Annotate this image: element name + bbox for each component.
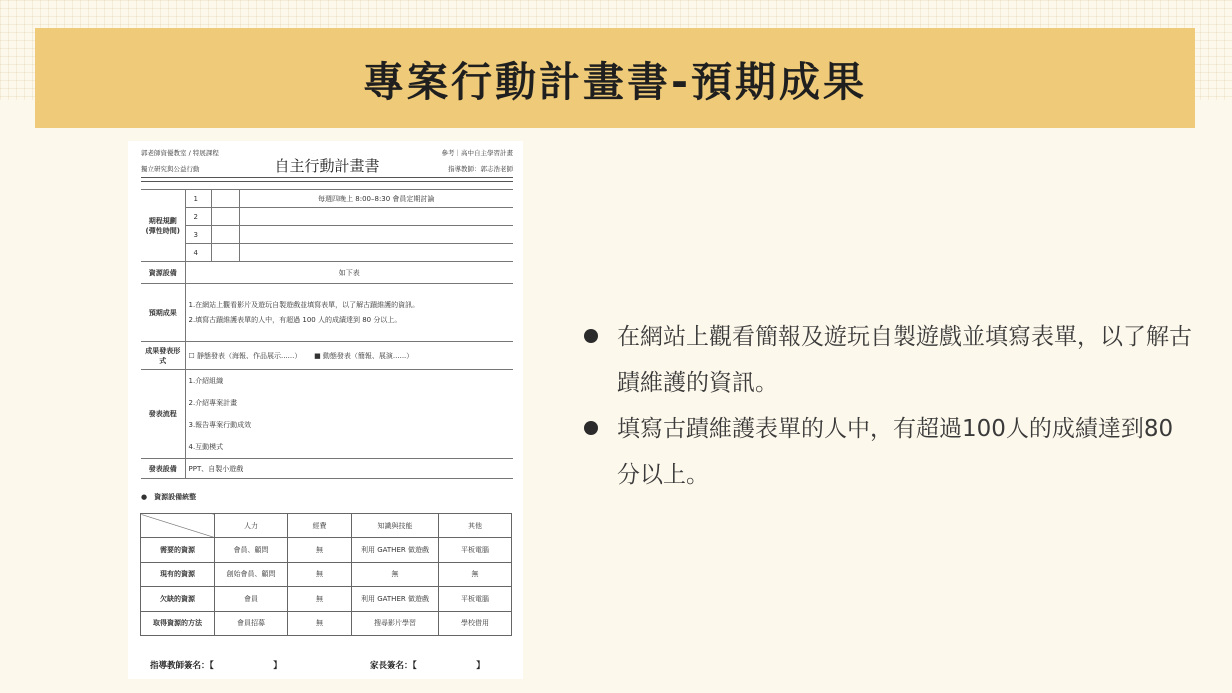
column-header: 知識與技能 (352, 514, 439, 538)
table-cell: 無 (439, 562, 512, 586)
schedule-cell (211, 190, 239, 208)
schedule-number: 3 (185, 226, 211, 244)
table-cell: 利用 GATHER 做遊戲 (352, 587, 439, 611)
format-dynamic-option: ■ 動態發表（簡報、展演......） (314, 351, 414, 360)
document-title: 自主行動計畫書 (274, 157, 380, 175)
bullet-text: 在網站上觀看簡報及遊玩自製遊戲並填寫表單，以了解古蹟維護的資訊。 (617, 324, 1192, 396)
resources-value: 如下表 (185, 262, 513, 284)
outcome-cell (185, 284, 513, 342)
schedule-number: 1 (185, 190, 211, 208)
equipment-value: PPT、自製小遊戲 (185, 459, 513, 479)
table-cell: 創始會員、顧問 (215, 562, 288, 586)
format-cell (185, 342, 513, 370)
bullet-dot-icon (584, 421, 598, 435)
table-row (141, 342, 513, 370)
document-header (141, 147, 513, 181)
bullet-text: 填寫古蹟維護表單的人中，有超過100人的成績達到80分以上。 (617, 416, 1174, 488)
header-left-line-2: 獨立研究與公益行動 (141, 165, 200, 173)
corner-cell (141, 514, 215, 538)
bullet-dot-icon (584, 329, 598, 343)
schedule-number: 4 (185, 244, 211, 262)
table-row (141, 370, 513, 459)
list-item (583, 406, 1193, 498)
title-banner (35, 28, 1195, 128)
table-row (141, 226, 513, 244)
schedule-cell (211, 244, 239, 262)
table-cell: 無 (288, 611, 352, 635)
table-row (141, 459, 513, 479)
inventory-title: ● 資源設備統整 (141, 493, 197, 501)
list-item (583, 314, 1193, 406)
table-row (141, 514, 512, 538)
header-right-line-1: 參考｜高中自主學習計畫 (441, 149, 513, 157)
plan-table (141, 189, 513, 479)
header-rule (141, 181, 513, 182)
header-rule (141, 177, 513, 178)
table-row (141, 538, 512, 562)
document-scan (128, 141, 523, 679)
process-step: 4.互動模式 (188, 443, 224, 451)
slide-title: 專案行動計畫書-預期成果 (362, 57, 867, 106)
table-cell: 無 (288, 562, 352, 586)
inventory-table (140, 513, 512, 636)
column-header: 其他 (439, 514, 512, 538)
process-label: 發表流程 (141, 370, 185, 459)
teacher-signature-line: 指導教師簽名：【 】 (150, 661, 282, 671)
process-step: 1.介紹組織 (188, 377, 224, 385)
format-static-option: ☐ 靜態發表（海報、作品展示......） (188, 351, 298, 360)
table-cell: 會員 (215, 587, 288, 611)
outcome-line: 1.在網站上觀看影片及遊玩自製遊戲並填寫表單，以了解古蹟維護的資訊。 (188, 300, 420, 309)
table-cell: 會員招募 (215, 611, 288, 635)
table-row (141, 562, 512, 586)
table-cell: 無 (352, 562, 439, 586)
schedule-text (239, 208, 513, 226)
table-row (141, 190, 513, 208)
table-cell: 平板電腦 (439, 587, 512, 611)
column-header: 經費 (288, 514, 352, 538)
table-cell: 利用 GATHER 做遊戲 (352, 538, 439, 562)
column-header: 人力 (215, 514, 288, 538)
equipment-label: 發表設備 (141, 459, 185, 479)
table-cell: 搜尋影片學習 (352, 611, 439, 635)
process-step: 3.報告專案行動成效 (188, 421, 252, 429)
table-row (141, 244, 513, 262)
header-right-line-2: 指導教師：郭志浩老師 (448, 165, 513, 173)
table-cell: 平板電腦 (439, 538, 512, 562)
resources-label: 資源設備 (141, 262, 185, 284)
table-row (141, 262, 513, 284)
table-row (141, 284, 513, 342)
table-row (141, 611, 512, 635)
schedule-text (239, 226, 513, 244)
table-cell: 無 (288, 538, 352, 562)
table-row (141, 587, 512, 611)
process-step: 2.介紹專案計畫 (188, 399, 238, 407)
header-left-line-1: 郭老師資優教室 / 特展課程 (141, 149, 219, 157)
row-label: 取得資源的方法 (141, 611, 215, 635)
schedule-cell (211, 208, 239, 226)
schedule-text: 每週四晚上 8:00–8:30 會員定期討論 (239, 190, 513, 208)
format-label: 成果發表形式 (141, 342, 185, 370)
outcome-line: 2.填寫古蹟維護表單的人中，有超過 100 人的成績達到 80 分以上。 (188, 315, 402, 324)
schedule-cell (211, 226, 239, 244)
row-label: 現有的資源 (141, 562, 215, 586)
schedule-text (239, 244, 513, 262)
table-cell: 無 (288, 587, 352, 611)
table-row (141, 208, 513, 226)
process-cell (185, 370, 513, 459)
schedule-label: 期程規劃(彈性時間) (141, 190, 185, 262)
parent-signature-line: 家長簽名：【 】 (370, 661, 485, 671)
row-label: 欠缺的資源 (141, 587, 215, 611)
table-cell: 會員、顧問 (215, 538, 288, 562)
table-cell: 學校借用 (439, 611, 512, 635)
row-label: 需要的資源 (141, 538, 215, 562)
outcome-label: 預期成果 (141, 284, 185, 342)
schedule-number: 2 (185, 208, 211, 226)
bullet-list (583, 314, 1193, 498)
